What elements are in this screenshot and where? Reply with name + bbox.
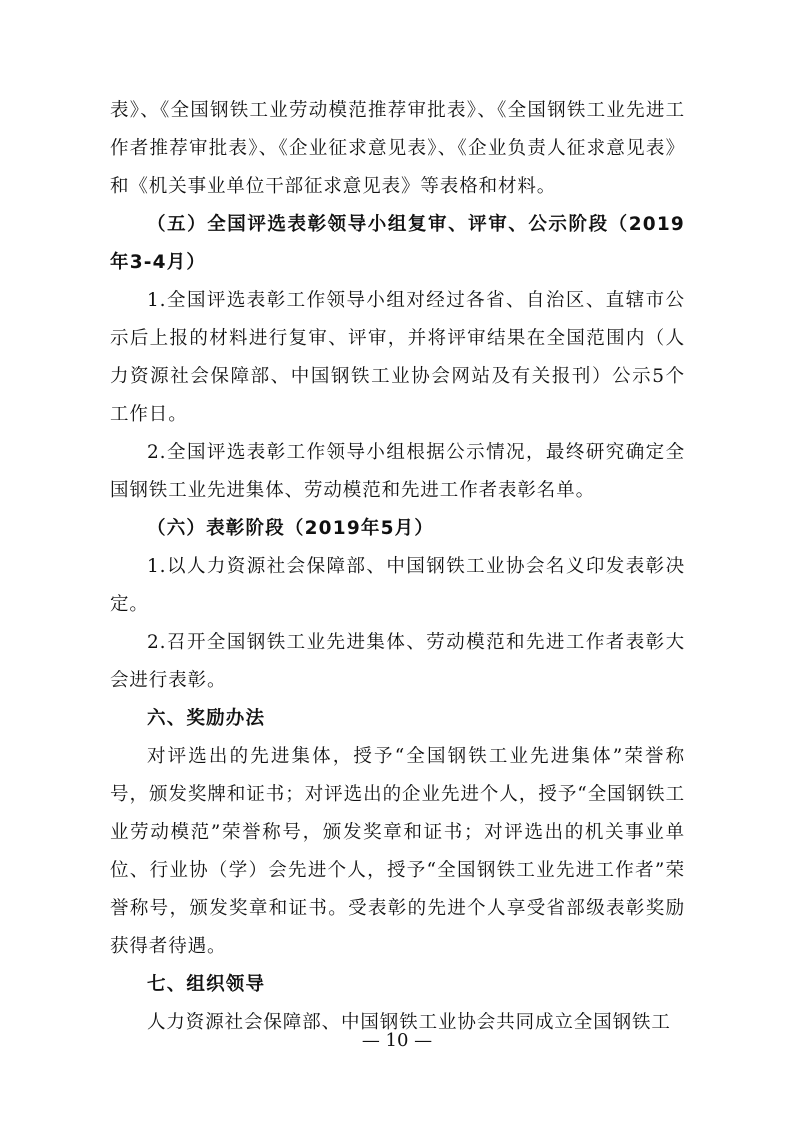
paragraph-5-2: 2.全国评选表彰工作领导小组根据公示情况，最终研究确定全国钢铁工业先进集体、劳动模范和先进工作者表彰名单。 [110, 442, 685, 501]
page-number: — 10 — [361, 1030, 433, 1051]
section-heading-5: （五）全国评选表彰领导小组复审、评审、公示阶段（2019年3-4月） [110, 214, 685, 273]
paragraph-6-2: 2.召开全国钢铁工业先进集体、劳动模范和先进工作者表彰大会进行表彰。 [110, 632, 685, 691]
chapter-heading-reward: 六、奖励办法 [147, 708, 266, 729]
paragraph-organization: 人力资源社会保障部、中国钢铁工业协会共同成立全国钢铁工 [147, 1012, 671, 1033]
paragraph-reward: 对评选出的先进集体，授予“全国钢铁工业先进集体”荣誉称号，颁发奖牌和证书；对评选出的企业先进个人，授予“全国钢铁工业劳动模范”荣誉称号，颁发奖章和证书；对评选出的机关事业单位、行业协（学）会先进个人，授予“全国钢铁工业先进工作者”荣誉称号，颁发奖章和证书。受表彰的先进个人享受省部级表彰奖励获得者待遇。 [110, 746, 685, 957]
chapter-heading-organization: 七、组织领导 [147, 974, 266, 995]
document-body [110, 92, 685, 1042]
paragraph-5-1: 1.全国评选表彰工作领导小组对经过各省、自治区、直辖市公示后上报的材料进行复审、评审，并将评审结果在全国范围内（人力资源社会保障部、中国钢铁工业协会网站及有关报刊）公示5个工作日。 [110, 290, 685, 425]
section-heading-6: （六）表彰阶段（2019年5月） [147, 518, 435, 539]
paragraph-continuation: 表》、《全国钢铁工业劳动模范推荐审批表》、《全国钢铁工业先进工作者推荐审批表》、《企业征求意见表》、《企业负责人征求意见表》和《机关事业单位干部征求意见表》等表格和材料。 [110, 100, 685, 197]
paragraph-6-1: 1.以人力资源社会保障部、中国钢铁工业协会名义印发表彰决定。 [110, 556, 685, 615]
